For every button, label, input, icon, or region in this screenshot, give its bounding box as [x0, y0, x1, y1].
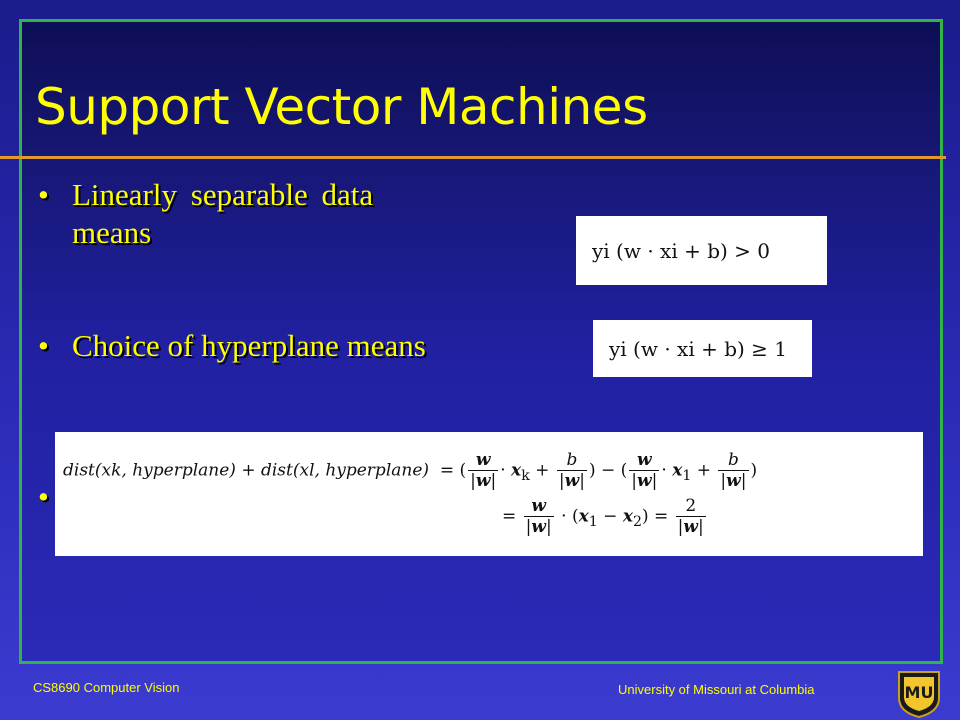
equation-margin-lhs: dist(xk, hyperplane) + dist(xl, hyperplane): [63, 460, 430, 481]
bullet-marker: •: [38, 328, 49, 363]
equation-separable-text: yi (w · xi + b) > 0: [592, 238, 770, 263]
bullet-text: Choice of hyperplane means: [72, 328, 426, 363]
equation-margin: [55, 432, 923, 556]
footer-university: University of Missouri at Columbia: [618, 682, 815, 697]
equation-margin-row2: = $\frac{w}{|w|}$ · $(x_1 - x_2)$ = $\frac{2}{|w|}$: [502, 496, 704, 538]
bullet-linearly-separable: [38, 176, 438, 252]
bullet-marker: •: [38, 177, 49, 212]
svg-text:MU: MU: [904, 683, 934, 702]
slide-title: Support Vector Machines: [35, 78, 648, 136]
bullet-text: Linearly separable data means: [72, 177, 374, 250]
title-divider: [0, 156, 946, 159]
equation-separable: [576, 216, 827, 285]
footer-course: CS8690 Computer Vision: [33, 680, 180, 695]
university-logo: [897, 668, 941, 718]
bullet-marker: •: [38, 479, 49, 514]
equation-hyperplane-choice: [593, 320, 812, 377]
bullet-choice-of-hyperplane: [38, 327, 438, 365]
equation-margin-result: 2: [676, 496, 706, 517]
equation-margin-row1: dist(xk, hyperplane) + dist(xl, hyperplane) = ( $\frac{w}{|w|}$ · $x_k$ + $\frac{b}{|w|}$ ) − ( $\frac{w}{|w|}$ · $x_1$ + $\frac{b}{|w|}$ ): [63, 450, 758, 492]
equation-hyperplane-text: yi (w · xi + b) ≥ 1: [609, 336, 787, 361]
